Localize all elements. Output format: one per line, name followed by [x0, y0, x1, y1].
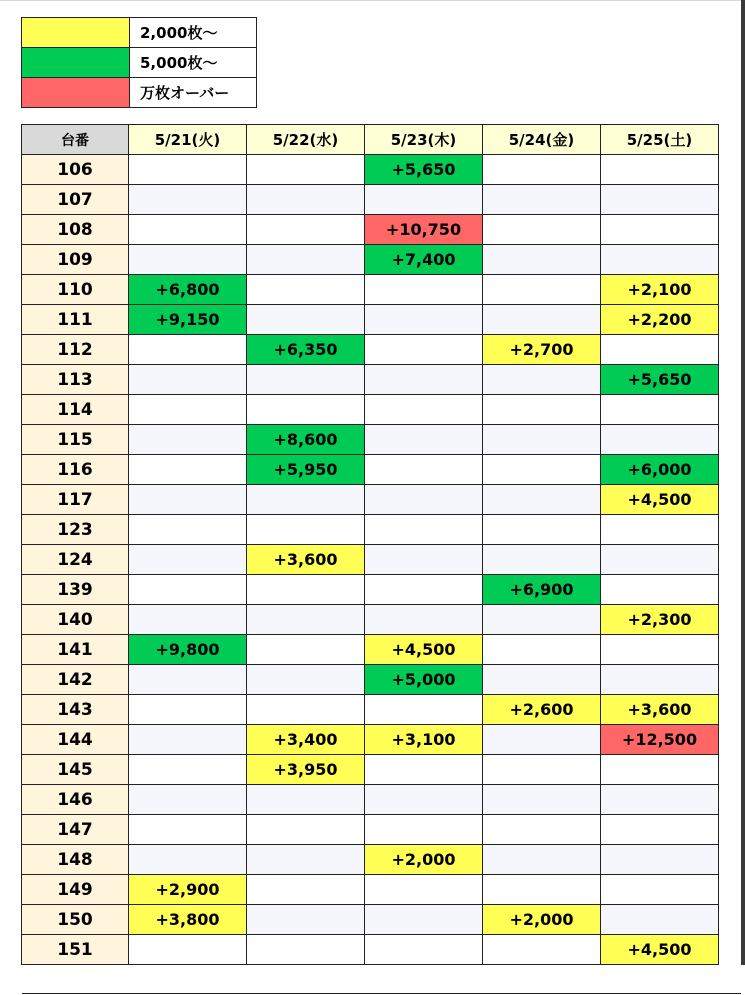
table-row: [22, 725, 719, 755]
legend-swatch-yellow: [22, 18, 130, 48]
table-row: [22, 905, 719, 935]
payout-cell: [129, 425, 247, 455]
payout-cell: +9,800: [129, 635, 247, 665]
legend-label: 5,000枚～: [130, 48, 257, 78]
payout-cell: +3,950: [247, 755, 365, 785]
payout-cell: [365, 275, 483, 305]
payout-cell: [129, 575, 247, 605]
payout-cell: [601, 545, 719, 575]
payout-cell: [365, 185, 483, 215]
payout-cell: [247, 575, 365, 605]
payout-cell: [601, 875, 719, 905]
payout-cell: +4,500: [601, 485, 719, 515]
table-row: [22, 245, 719, 275]
machine-number-cell: 113: [22, 365, 129, 395]
payout-cell: [129, 515, 247, 545]
payout-cell: [601, 635, 719, 665]
payout-cell: +2,700: [483, 335, 601, 365]
payout-cell: [129, 815, 247, 845]
payout-cell: +5,650: [601, 365, 719, 395]
table-row: [22, 845, 719, 875]
table-row: [22, 455, 719, 485]
payout-cell: +3,600: [247, 545, 365, 575]
machine-number-cell: 139: [22, 575, 129, 605]
frame-right-border: [741, 0, 745, 965]
payout-cell: [483, 725, 601, 755]
payout-cell: [601, 905, 719, 935]
machine-number-cell: 124: [22, 545, 129, 575]
table-row: [22, 815, 719, 845]
machine-number-cell: 110: [22, 275, 129, 305]
legend-label: 万枚オーバー: [130, 78, 257, 108]
payout-cell: [365, 455, 483, 485]
payout-cell: +6,800: [129, 275, 247, 305]
machine-number-cell: 146: [22, 785, 129, 815]
payout-cell: [247, 905, 365, 935]
payout-cell: +9,150: [129, 305, 247, 335]
table-row: [22, 785, 719, 815]
payout-cell: [483, 455, 601, 485]
payout-cell: [601, 395, 719, 425]
payout-cell: [129, 545, 247, 575]
payout-cell: [483, 245, 601, 275]
payout-cell: [483, 545, 601, 575]
machine-number-cell: 143: [22, 695, 129, 725]
payout-cell: [365, 575, 483, 605]
payout-cell: [365, 875, 483, 905]
payout-cell: [247, 245, 365, 275]
payout-cell: +3,400: [247, 725, 365, 755]
table-row: [22, 485, 719, 515]
machine-number-cell: 114: [22, 395, 129, 425]
payout-cell: [365, 605, 483, 635]
payout-cell: [483, 785, 601, 815]
payout-cell: [247, 275, 365, 305]
payout-cell: [483, 845, 601, 875]
payout-cell: [483, 755, 601, 785]
machine-number-cell: 116: [22, 455, 129, 485]
payout-cell: [129, 935, 247, 965]
payout-cell: +4,500: [365, 635, 483, 665]
frame-top-border: [0, 0, 741, 1]
payout-cell: [129, 455, 247, 485]
machine-number-cell: 145: [22, 755, 129, 785]
machine-number-cell: 115: [22, 425, 129, 455]
legend-swatch-green: [22, 48, 130, 78]
payout-cell: [129, 605, 247, 635]
payout-cell: [483, 305, 601, 335]
payout-cell: +2,200: [601, 305, 719, 335]
payout-cell: [601, 575, 719, 605]
payout-cell: [601, 155, 719, 185]
machine-number-cell: 149: [22, 875, 129, 905]
payout-cell: +5,650: [365, 155, 483, 185]
payout-cell: [483, 875, 601, 905]
payout-cell: [365, 485, 483, 515]
payout-cell: [601, 515, 719, 545]
payout-cell: [365, 305, 483, 335]
legend-row: [22, 18, 257, 48]
payout-cell: +6,900: [483, 575, 601, 605]
header-date: 5/25(土): [601, 125, 719, 155]
table-row: [22, 515, 719, 545]
payout-cell: [483, 425, 601, 455]
payout-cell: +5,000: [365, 665, 483, 695]
payout-cell: [365, 335, 483, 365]
payout-cell: +2,900: [129, 875, 247, 905]
payout-cell: [483, 155, 601, 185]
payout-cell: [129, 185, 247, 215]
machine-number-cell: 150: [22, 905, 129, 935]
table-body: [22, 155, 719, 965]
payout-cell: [129, 725, 247, 755]
payout-cell: [365, 695, 483, 725]
table-row: [22, 275, 719, 305]
table-row: [22, 755, 719, 785]
payout-cell: [247, 935, 365, 965]
payout-cell: [247, 665, 365, 695]
payout-cell: [129, 215, 247, 245]
payout-cell: [129, 395, 247, 425]
payout-cell: [247, 815, 365, 845]
payout-cell: [601, 845, 719, 875]
payout-cell: [247, 695, 365, 725]
payout-cell: [601, 425, 719, 455]
payout-cell: [483, 215, 601, 245]
bottom-divider: [22, 993, 741, 994]
payout-cell: [483, 605, 601, 635]
payout-cell: [601, 755, 719, 785]
machine-number-cell: 108: [22, 215, 129, 245]
payout-cell: [365, 545, 483, 575]
payout-cell: [365, 515, 483, 545]
payout-cell: +8,600: [247, 425, 365, 455]
machine-number-cell: 106: [22, 155, 129, 185]
payout-cell: [247, 305, 365, 335]
machine-number-cell: 117: [22, 485, 129, 515]
payout-cell: [601, 665, 719, 695]
header-machine-number: 台番: [22, 125, 129, 155]
table-row: [22, 665, 719, 695]
table-row: [22, 365, 719, 395]
payout-cell: [483, 185, 601, 215]
payout-cell: [483, 635, 601, 665]
legend-swatch-red: [22, 78, 130, 108]
payout-cell: [129, 245, 247, 275]
machine-number-cell: 112: [22, 335, 129, 365]
machine-number-cell: 142: [22, 665, 129, 695]
payout-cell: [247, 515, 365, 545]
payout-cell: [247, 155, 365, 185]
payout-table: [21, 124, 719, 965]
payout-cell: +5,950: [247, 455, 365, 485]
payout-cell: [483, 365, 601, 395]
payout-cell: [483, 935, 601, 965]
payout-cell: +2,100: [601, 275, 719, 305]
payout-cell: +3,100: [365, 725, 483, 755]
payout-cell: [247, 395, 365, 425]
table-row: [22, 155, 719, 185]
table-row: [22, 575, 719, 605]
payout-cell: [365, 785, 483, 815]
payout-cell: +7,400: [365, 245, 483, 275]
payout-cell: +6,000: [601, 455, 719, 485]
table-row: [22, 545, 719, 575]
payout-cell: +12,500: [601, 725, 719, 755]
header-date: 5/24(金): [483, 125, 601, 155]
payout-cell: [483, 395, 601, 425]
machine-number-cell: 141: [22, 635, 129, 665]
payout-cell: [129, 665, 247, 695]
payout-cell: [129, 485, 247, 515]
payout-cell: +2,300: [601, 605, 719, 635]
payout-cell: +6,350: [247, 335, 365, 365]
table-row: [22, 395, 719, 425]
payout-cell: [129, 845, 247, 875]
payout-cell: [365, 905, 483, 935]
payout-cell: +2,000: [483, 905, 601, 935]
machine-number-cell: 144: [22, 725, 129, 755]
payout-cell: [483, 485, 601, 515]
table-row: [22, 875, 719, 905]
payout-cell: [483, 275, 601, 305]
header-date: 5/21(火): [129, 125, 247, 155]
payout-cell: [365, 815, 483, 845]
payout-cell: [129, 695, 247, 725]
payout-cell: [365, 935, 483, 965]
payout-cell: [129, 365, 247, 395]
payout-cell: [247, 365, 365, 395]
payout-cell: [601, 245, 719, 275]
payout-cell: [601, 185, 719, 215]
table-row: [22, 695, 719, 725]
payout-cell: [365, 425, 483, 455]
payout-cell: [129, 755, 247, 785]
table-row: [22, 305, 719, 335]
payout-cell: [601, 785, 719, 815]
payout-cell: +10,750: [365, 215, 483, 245]
machine-number-cell: 111: [22, 305, 129, 335]
legend-label: 2,000枚～: [130, 18, 257, 48]
payout-cell: +3,600: [601, 695, 719, 725]
payout-cell: [129, 155, 247, 185]
machine-number-cell: 109: [22, 245, 129, 275]
payout-cell: [129, 785, 247, 815]
payout-cell: [247, 875, 365, 905]
payout-cell: +4,500: [601, 935, 719, 965]
payout-cell: [247, 605, 365, 635]
machine-number-cell: 140: [22, 605, 129, 635]
table-row: [22, 185, 719, 215]
payout-cell: [247, 845, 365, 875]
payout-cell: [247, 215, 365, 245]
table-row: [22, 425, 719, 455]
machine-number-cell: 147: [22, 815, 129, 845]
payout-cell: [483, 815, 601, 845]
legend-row: [22, 48, 257, 78]
payout-cell: [483, 665, 601, 695]
payout-cell: [129, 335, 247, 365]
payout-cell: [601, 335, 719, 365]
payout-cell: +2,000: [365, 845, 483, 875]
payout-cell: [365, 755, 483, 785]
payout-cell: [601, 815, 719, 845]
header-date: 5/23(木): [365, 125, 483, 155]
payout-cell: +3,800: [129, 905, 247, 935]
machine-number-cell: 151: [22, 935, 129, 965]
table-row: [22, 335, 719, 365]
table-header-row: [22, 125, 719, 155]
table-row: [22, 605, 719, 635]
payout-cell: [365, 395, 483, 425]
payout-cell: [247, 635, 365, 665]
payout-cell: [247, 185, 365, 215]
legend-row: [22, 78, 257, 108]
machine-number-cell: 107: [22, 185, 129, 215]
payout-cell: [601, 215, 719, 245]
payout-cell: [365, 365, 483, 395]
header-date: 5/22(水): [247, 125, 365, 155]
machine-number-cell: 148: [22, 845, 129, 875]
table-row: [22, 635, 719, 665]
table-row: [22, 215, 719, 245]
payout-cell: +2,600: [483, 695, 601, 725]
payout-cell: [247, 485, 365, 515]
color-legend: [21, 17, 257, 108]
payout-cell: [483, 515, 601, 545]
table-row: [22, 935, 719, 965]
payout-cell: [247, 785, 365, 815]
machine-number-cell: 123: [22, 515, 129, 545]
